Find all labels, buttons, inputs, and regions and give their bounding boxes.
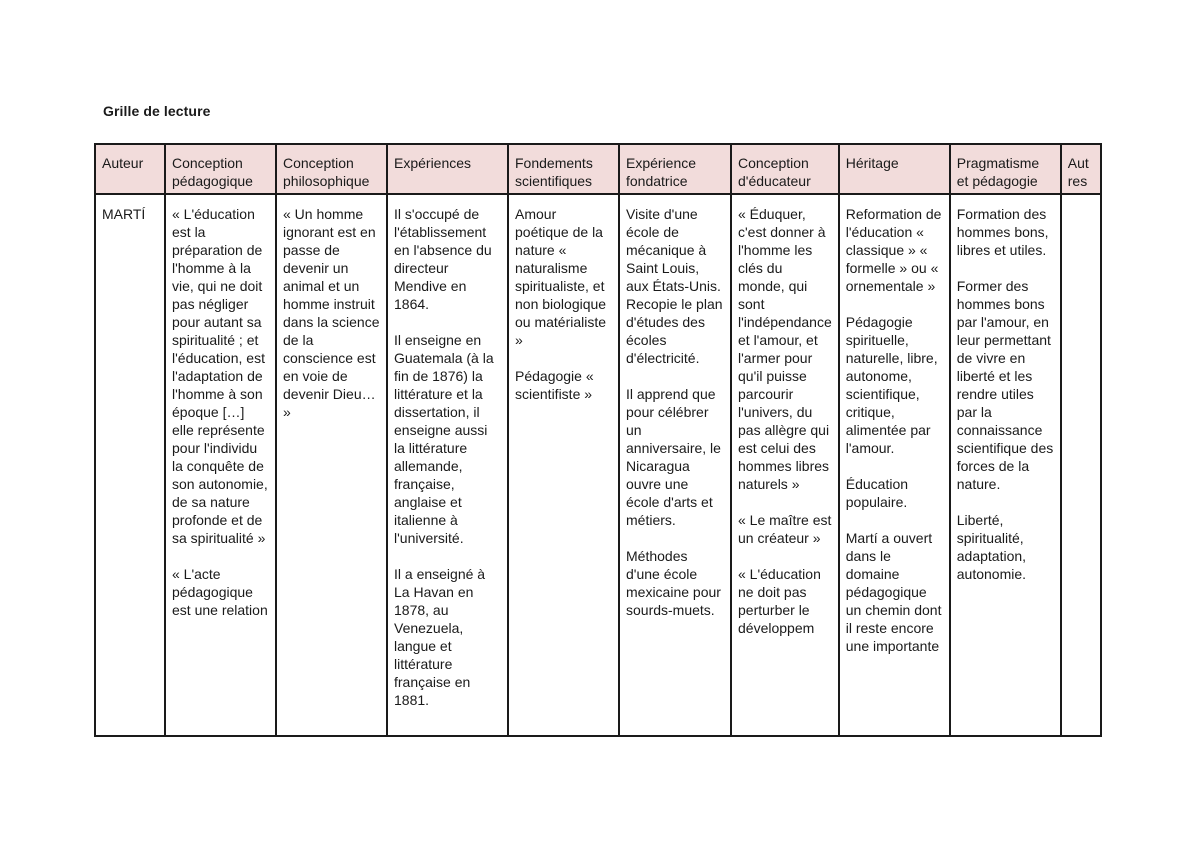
cell-text: « L'éducation est la préparation de l'homme à la vie, qui ne doit pas négliger pour autant sa spiritualité ; et l'éducation, est l'adaptation de l'homme à son époque […] elle représente pour l'individu la conquête de son autonomie, de sa nature profonde et de sa spiritualité » « L'acte pédagogique est une relation xyxy=(172,206,268,618)
cell-experiences xyxy=(387,194,508,736)
cell-auteur xyxy=(95,194,165,736)
header-cell-auteur: Auteur xyxy=(95,144,165,194)
cell-text: Reformation de l'éducation « classique » « formelle » ou « ornementale » Pédagogie spirituelle, naturelle, libre, autonome, scientifique, critique, alimentée par l'amour. Éducation populaire. Martí a ouvert dans le domaine pédagogique un chemin dont il reste encore une importante xyxy=(845,206,942,654)
cell-heritage xyxy=(839,194,950,736)
header-cell-conception-pedagogique: Conception pédagogique xyxy=(165,144,276,194)
cell-conception-educateur xyxy=(731,194,839,736)
cell-text: Formation des hommes bons, libres et utiles. Former des hommes bons par l'amour, en leur permettant de vivre en liberté et les rendre utiles par la connaissance scientifique des forces de la nature. Liberté, spiritualité, adaptation, autonomie. xyxy=(956,206,1054,582)
header-cell-fondements-scientifiques: Fondements scientifiques xyxy=(508,144,619,194)
cell-experience-fondatrice xyxy=(619,194,731,736)
document-title: Grille de lecture xyxy=(103,103,211,119)
cell-text: « Un homme ignorant est en passe de devenir un animal et un homme instruit dans la science de la conscience est en voie de devenir Dieu… » xyxy=(283,206,380,420)
cell-autres xyxy=(1061,194,1101,736)
cell-text: Il s'occupé de l'établissement en l'absence du directeur Mendive en 1864. Il enseigne en Guatemala (à la fin de 1876) la littérature et la dissertation, il enseigne aussi la littérature allemande, française, anglaise et italienne à l'université. Il a enseigné à La Havan en 1878, au Venezuela, langue et littérature française en 1881. xyxy=(394,206,494,708)
header-cell-conception-philosophique: Conception philosophique xyxy=(276,144,387,194)
reading-grid-table xyxy=(94,143,1102,737)
header-cell-heritage: Héritage xyxy=(839,144,950,194)
cell-text: MARTÍ xyxy=(102,206,146,222)
cell-pragmatisme xyxy=(950,194,1061,736)
table-row xyxy=(95,194,1101,736)
cell-conception-pedagogique xyxy=(165,194,276,736)
header-cell-autres: Aut res xyxy=(1061,144,1101,194)
cell-conception-philosophique xyxy=(276,194,387,736)
header-cell-conception-educateur: Conception d'éducateur xyxy=(731,144,839,194)
header-cell-experience-fondatrice: Expérience fondatrice xyxy=(619,144,731,194)
cell-fondements-scientifiques xyxy=(508,194,619,736)
cell-text: Amour poétique de la nature « naturalisme spiritualiste, et non biologique ou matérialiste » Pédagogie « scientifiste » xyxy=(515,206,607,402)
cell-text: « Éduquer, c'est donner à l'homme les clés du monde, qui sont l'indépendance et l'amour, et l'armer pour qu'il puisse parcourir l'univers, du pas allègre qui est celui des hommes libres naturels » « Le maître est un créateur » « L'éducation ne doit pas perturber le développem xyxy=(738,206,832,636)
header-row xyxy=(95,144,1101,194)
header-cell-experiences: Expériences xyxy=(387,144,508,194)
cell-text: Visite d'une école de mécanique à Saint Louis, aux États-Unis. Recopie le plan d'études des écoles d'électricité. Il apprend que pour célébrer un anniversaire, le Nicaragua ouvre une école d'arts et métiers. Méthodes d'une école mexicaine pour sourds-muets. xyxy=(626,206,723,618)
header-cell-pragmatisme: Pragmatisme et pédagogie xyxy=(950,144,1061,194)
